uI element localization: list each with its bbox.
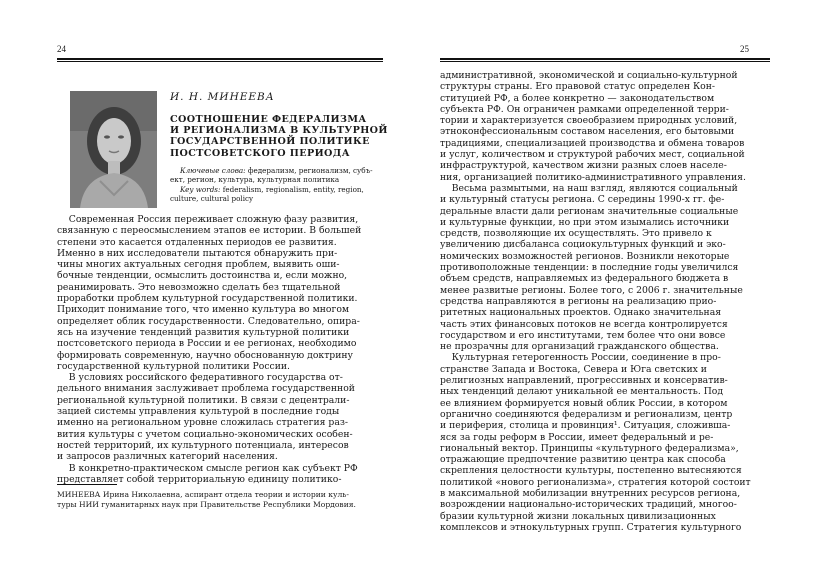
text-line: деральные власти дали регионам значительные социальные	[440, 205, 739, 217]
text-line: ния, организацией политико-административного управления.	[440, 171, 746, 183]
text-line: Именно в них исследователи пытаются обнаружить при-	[57, 247, 338, 259]
keywords-en	[180, 185, 385, 194]
text-line: органично соединяются федерализм и регионализм, центр	[440, 408, 733, 420]
text-line: комплексов и этнокультурных групп. Стратегия культурного	[440, 521, 742, 533]
footnote-line: туры НИИ гуманитарных наук при Правительстве Республики Мордовия.	[57, 500, 356, 509]
text-line: чины многих актуальных сегодня проблем, выявить оши-	[57, 259, 340, 271]
title-line: СООТНОШЕНИЕ ФЕДЕРАЛИЗМА	[170, 114, 367, 125]
text-line: яся за годы реформ в России, имеет федеральный и ре-	[440, 431, 714, 443]
text-line: политикой «нового регионализма», стратегия которой состоит	[440, 476, 751, 488]
text-line: и запросов различных категорий населения.	[57, 451, 278, 463]
text-line: ее влиянием формируется новый облик России, в котором	[440, 397, 728, 409]
text-line: проработки проблем культурной государственной политики.	[57, 293, 358, 305]
keywords-en-cont: culture, cultural policy	[170, 194, 254, 204]
header-rule	[57, 58, 383, 62]
text-line: именно на региональном уровне сложилась стратегия раз-	[57, 417, 349, 429]
text-line: ясь на изучение тенденций развития культурной политики	[57, 326, 350, 338]
author-photo	[70, 91, 157, 208]
header-rule	[440, 58, 770, 62]
text-line: менее развитые регионы. Более того, с 2006 г. значительные	[440, 284, 743, 296]
text-line: тории и характеризуется своеобразием природных условий,	[440, 115, 738, 127]
text-line: определяет облик государственности. Следовательно, опира-	[57, 315, 360, 327]
text-line: и культурный статусы региона. С середины 1990-х гг. фе-	[440, 194, 725, 206]
text-line: бразии культурной жизни локальных цивилизационных	[440, 510, 716, 522]
text-line: часть этих финансовых потоков не всегда контролируется	[440, 318, 728, 330]
text-line: В конкретно-практическом смысле регион как субъект РФ	[57, 462, 358, 474]
text-line: государством и его институтами, тем более что они вовсе	[440, 329, 726, 341]
text-line: средств, позволяющие их осуществлять. Это привело к	[440, 228, 712, 240]
text-line: постсоветского периода в России и ее регионах, необходимо	[57, 338, 357, 350]
article-title	[170, 114, 388, 159]
text-line: и периферия, столица и провинция¹. Ситуация, сложивша-	[440, 420, 731, 432]
footnote-line: МИНЕЕВА Ирина Николаевна, аспирант отдела теории и истории куль-	[57, 490, 349, 499]
text-line: зацией системы управления культурой в последние годы	[57, 406, 340, 418]
text-line: и услуг, количеством и структурой рабочих мест, социальной	[440, 149, 745, 161]
text-line: ституцией РФ, а более конкретно — законодательством	[440, 92, 715, 104]
text-line: в максимальной мобилизации внутренних ресурсов региона,	[440, 487, 741, 499]
text-line: не прозрачны для организаций гражданского общества.	[440, 341, 719, 353]
text-line: и культурные функции, но при этом изымались источники	[440, 216, 730, 228]
title-line: ПОСТСОВЕТСКОГО ПЕРИОДА	[170, 147, 350, 159]
text-line: Культурная гетерогенность России, соединение в про-	[440, 352, 721, 364]
text-line: возрождении национально-исторических традиций, многоо-	[440, 499, 737, 511]
text-line: ритетных национальных проектов. Однако значительная	[440, 307, 722, 319]
text-line: В условиях российского федеративного государства от-	[57, 372, 343, 384]
right-page	[410, 0, 820, 580]
text-line: этноконфессиональным составом населения, его бытовыми	[440, 126, 735, 138]
text-line: субъекта РФ. Он ограничен рамками определенной терри-	[440, 103, 729, 115]
body-text	[57, 214, 383, 485]
text-line: противоположные тенденции: в последние годы увеличился	[440, 262, 739, 274]
text-line: отражающие предпочтение развитию центра как способа	[440, 454, 726, 466]
title-line: И РЕГИОНАЛИЗМА В КУЛЬТУРНОЙ	[170, 125, 388, 137]
text-line: административной, экономической и социально-культурной	[440, 70, 738, 81]
keywords-ru	[180, 166, 385, 175]
text-line: государственной культурной политики России.	[57, 360, 290, 372]
keywords-en-label: Key words:	[180, 184, 221, 194]
text-line: формировать современную, научно обоснованную доктрину	[57, 349, 354, 361]
keywords-ru-cont: ект, регион, культура, культурная политика	[170, 175, 340, 185]
text-line: ностей территорий, их культурного потенциала, интересов	[57, 439, 349, 451]
text-line: представляет собой территориальную единицу политико-	[57, 473, 342, 485]
text-line: ных тенденций делают уникальной ее ментальность. Под	[440, 386, 724, 398]
title-line: ГОСУДАРСТВЕННОЙ ПОЛИТИКЕ	[170, 136, 370, 148]
text-line: бочные тенденции, осмыслить достоинства и, если можно,	[57, 270, 348, 282]
text-line: степени это касается отдаленных периодов ее развития.	[57, 236, 337, 248]
text-line: странстве Запада и Востока, Севера и Юга светских и	[440, 363, 707, 375]
text-line: реанимировать. Это невозможно сделать без тщательной	[57, 281, 341, 293]
text-line: скрепления целостности культуры, постепенно вытесняются	[440, 465, 742, 477]
text-line: Современная Россия переживает сложную фазу развития,	[57, 214, 359, 225]
keywords-label: Ключевые слова:	[180, 166, 246, 175]
keywords-text: федерализм, регионализм, субъ-	[245, 166, 373, 175]
text-line: дельного внимания заслуживает проблема государственной	[57, 383, 355, 395]
text-line: средства направляются в регионы на реализацию прио-	[440, 295, 717, 307]
text-line: номических возможностей регионов. Возникли некоторые	[440, 250, 730, 262]
text-line: инфраструктурой, качеством жизни разных слоев населе-	[440, 160, 727, 172]
author-footnote	[57, 490, 383, 510]
page-number: 25	[740, 44, 749, 54]
text-line: гиональный вектор. Принципы «культурного федерализма»,	[440, 442, 739, 454]
text-line: Весьма размытыми, на наш взгляд, являются социальный	[440, 182, 738, 194]
author-name: И. Н. МИНЕЕВА	[170, 91, 275, 103]
text-line: связанную с переосмыслением этапов ее истории. В большей	[57, 225, 362, 237]
keywords-block	[170, 166, 385, 204]
text-line: вития культуры с учетом социально-экономических особен-	[57, 428, 353, 440]
page-number: 24	[57, 44, 66, 54]
text-line: религиозных направлений, прогрессивных и консерватив-	[440, 375, 728, 387]
text-line: объем средств, направляемых из федерального бюджета в	[440, 273, 729, 285]
text-line: традициями, специализацией производства и обмена товаров	[440, 137, 745, 149]
body-text	[440, 70, 770, 533]
text-line: Приходит понимание того, что именно культура во многом	[57, 304, 350, 316]
text-line: увеличению дисбаланса социокультурных функций и эко-	[440, 239, 726, 251]
text-line: региональной культурной политики. В связи с децентрали-	[57, 394, 350, 406]
footnote-rule	[57, 484, 117, 485]
keywords-en-text: federalism, regionalism, entity, region,	[220, 184, 364, 194]
text-line: структуры страны. Его правовой статус определен Кон-	[440, 81, 716, 93]
